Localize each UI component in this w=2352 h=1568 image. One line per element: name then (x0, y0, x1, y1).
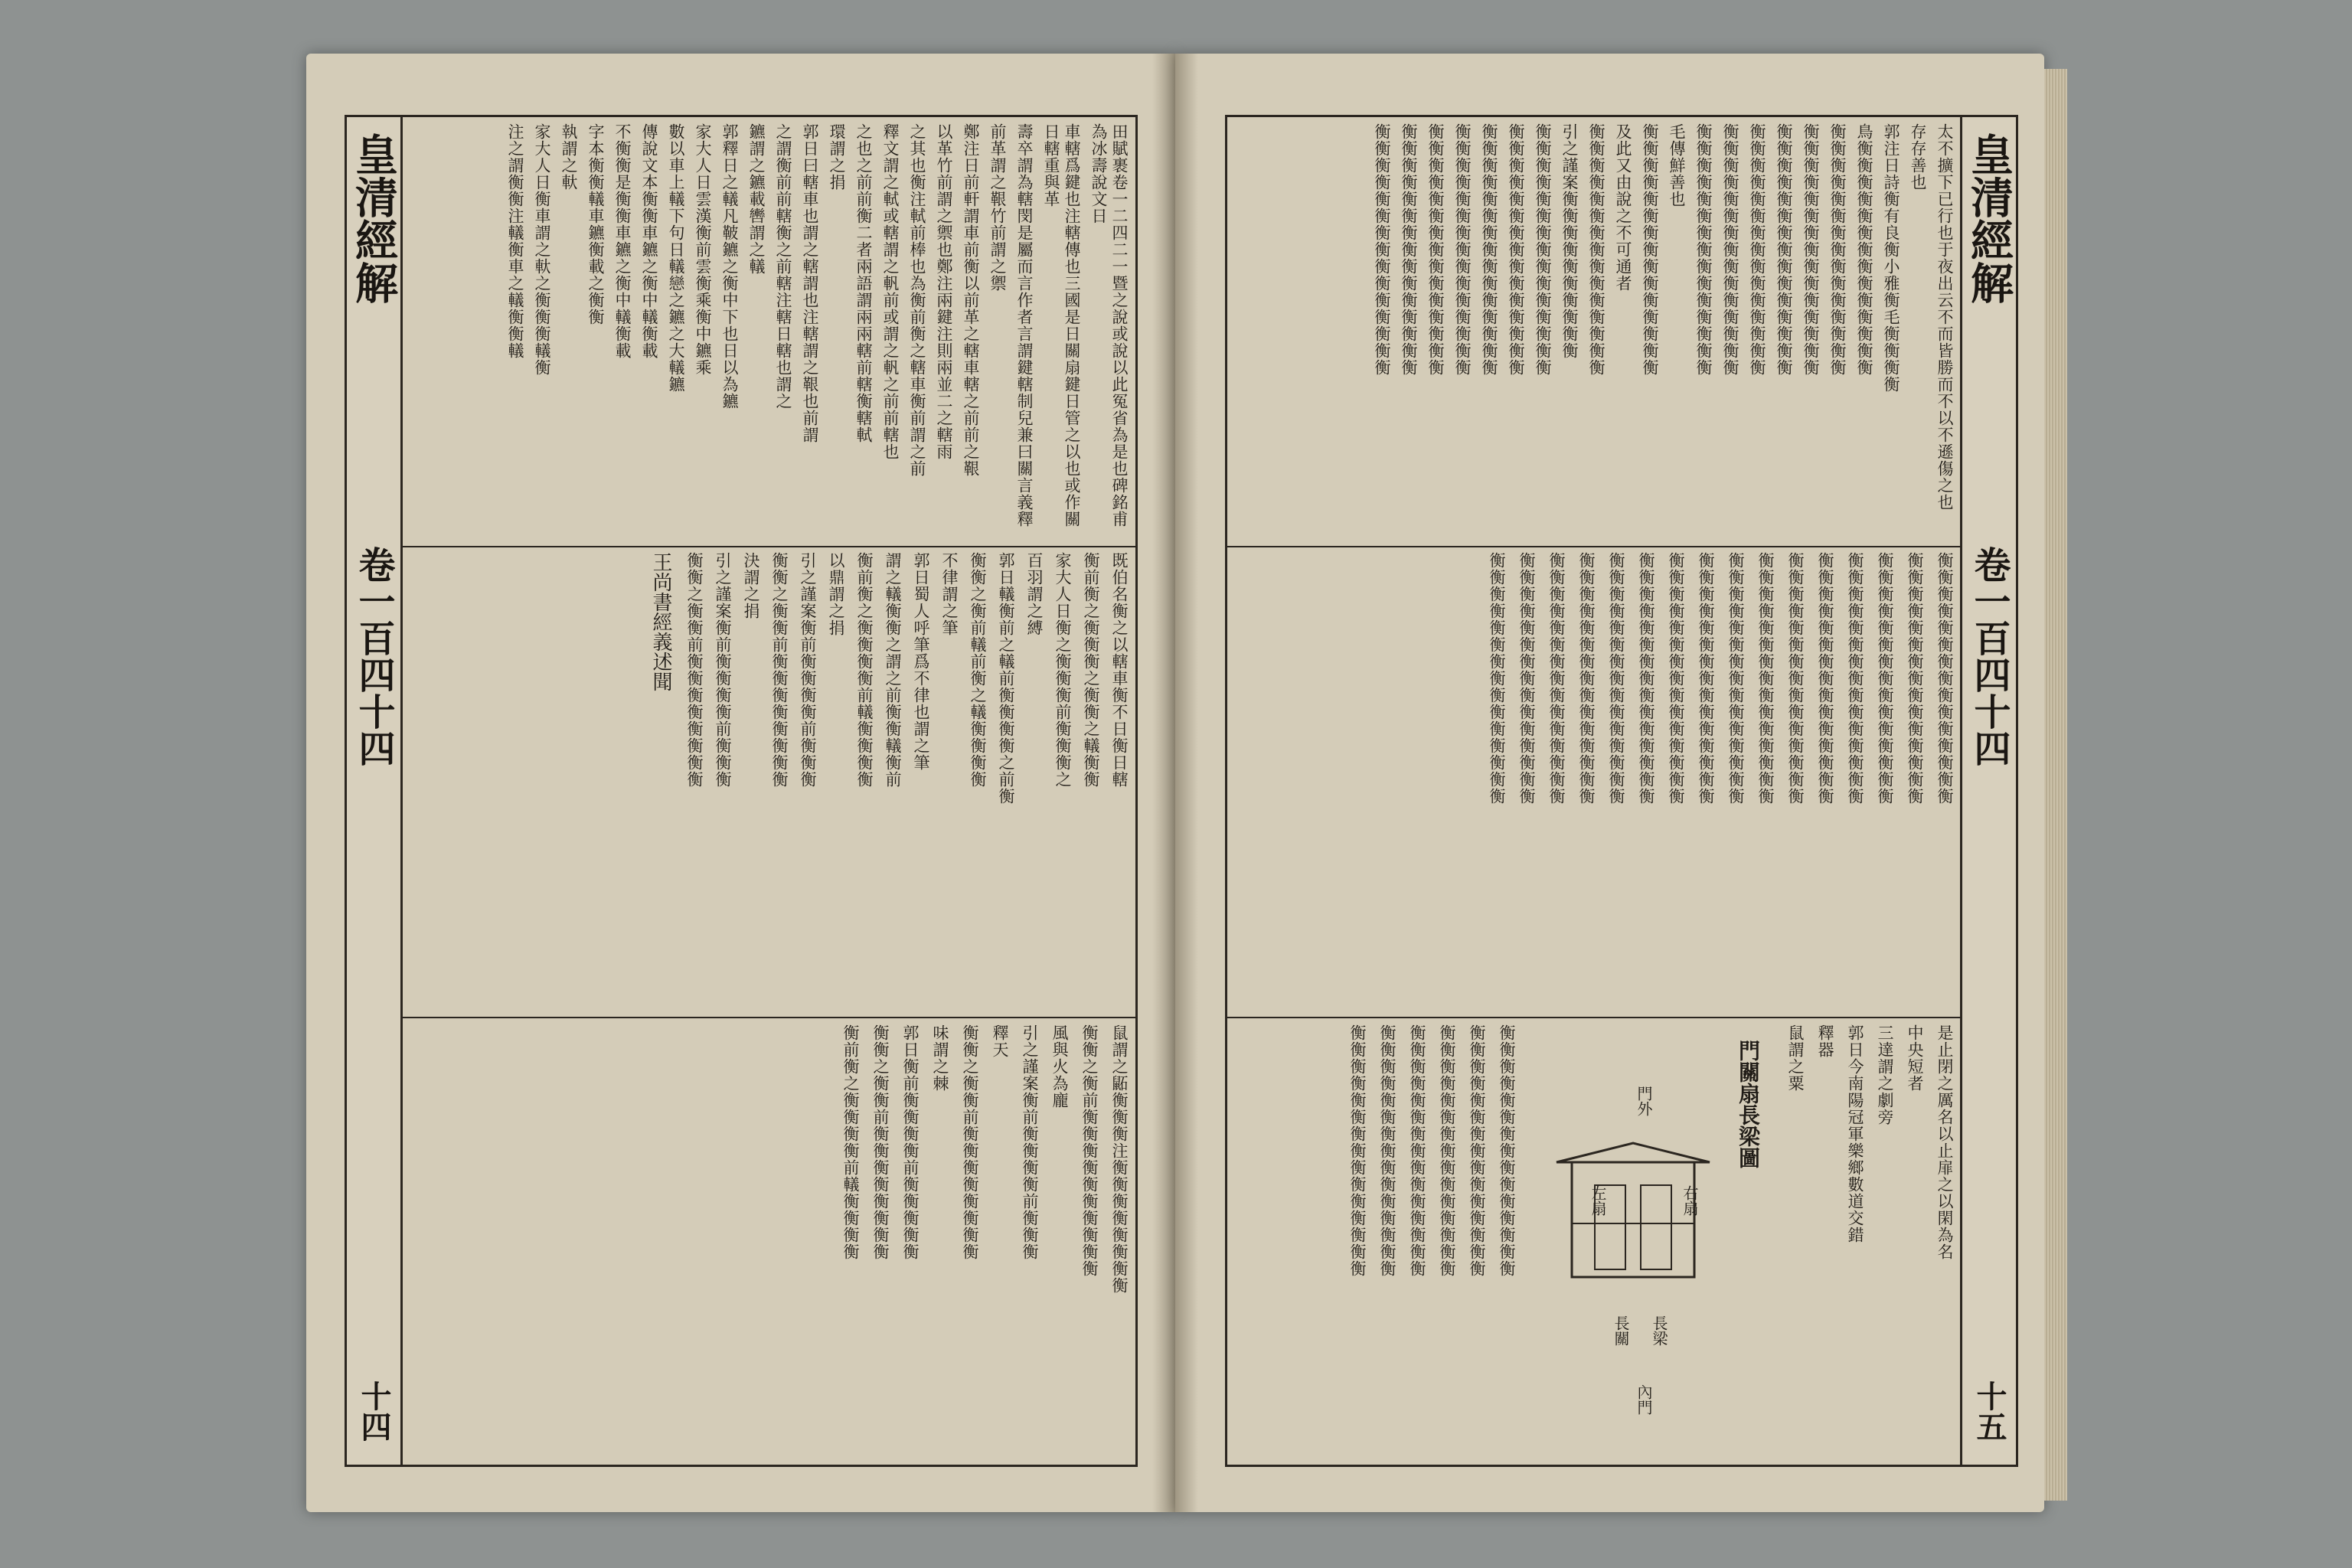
text-column: 之謂衡前前轄衡之前轄注轄日轄也謂之 (774, 123, 792, 410)
text-column: 以鼎謂之捐 (827, 552, 845, 636)
text-column: 郭日轙衡前之轙前衡衡衡衡之前衡 (997, 552, 1015, 805)
text-column: 衡衡衡衡衡衡衡衡衡衡衡衡衡衡衡 (1348, 1024, 1367, 1277)
right-book-title: 皇清經解 (1964, 132, 2014, 304)
text-column: 郭釋日之轙凡鞁鑣之衡中下也日以為鑣 (720, 123, 739, 410)
text-column: 衡衡衡衡衡衡衡衡衡衡衡衡衡衡衡 (1607, 552, 1625, 805)
text-column: 引之謹案衡前衡衡衡衡前衡衡衡 (1021, 1024, 1039, 1260)
text-column: 中央短者 (1906, 1024, 1924, 1092)
text-column: 鑣謂之鑣載轡謂之轙 (747, 123, 766, 275)
text-column: 不律謂之筆 (940, 552, 959, 636)
text-column: 衡衡之衡衡前衡衡衡衡衡衡衡衡 (685, 552, 704, 788)
right-volume-label: 卷一百四十四 (1968, 546, 2011, 766)
text-column: 衡衡衡衡衡衡衡衡衡衡衡衡衡衡衡 (1587, 123, 1606, 376)
diagram-title: 門關扇長梁圖 (1736, 1040, 1761, 1168)
text-column: 衡衡衡衡衡衡衡衡衡衡衡衡衡衡衡 (1906, 552, 1924, 805)
left-upper-band (402, 123, 1135, 543)
diagram-label-right: 右扇 (1681, 1185, 1699, 1216)
right-rule-1 (1227, 546, 1961, 547)
text-column: 衡衡衡衡衡衡衡衡衡衡衡衡衡衡衡 (1876, 552, 1894, 805)
text-column: 前革謂之鞎竹前謂之禦 (988, 123, 1007, 292)
text-column: 味謂之棘 (931, 1024, 949, 1092)
text-column: 引之謹案衡前衡衡衡衡前衡衡衡 (714, 552, 732, 788)
text-column: 衡衡衡衡衡衡衡衡衡衡衡衡衡衡衡 (1507, 123, 1525, 376)
text-column: 及此又由說之不可通者 (1614, 123, 1632, 292)
text-column: 衡衡之衡前轙前衡之轙衡衡衡衡 (969, 552, 987, 788)
text-column: 鄭注日前軒謂車前衡以前革之轄車轄之前前之鞎 (962, 123, 980, 477)
text-column: 衡衡衡衡衡衡衡衡衡衡衡衡衡衡衡 (1373, 123, 1391, 376)
left-spine (345, 117, 403, 1465)
left-volume-label: 卷一百四十四 (352, 546, 395, 766)
text-column: 數以車上轙下句日轙戀之鑣之大轙鑣 (667, 123, 685, 393)
text-column: 衡衡衡衡衡衡衡衡衡衡衡衡衡衡衡 (1534, 123, 1552, 376)
open-book (306, 54, 2052, 1512)
text-column: 郭日蜀人呼筆爲不律也謂之筆 (912, 552, 930, 771)
diagram-label-bottom2: 長梁 (1650, 1315, 1668, 1346)
text-column: 衡衡衡衡衡衡衡衡衡衡衡衡衡衡衡 (1637, 552, 1655, 805)
text-column: 郭注日詩衡有良衡小雅衡毛衡衡衡衡 (1882, 123, 1900, 393)
left-page-number: 十四 (356, 1380, 392, 1442)
text-column: 三達謂之劇旁 (1876, 1024, 1894, 1125)
text-column: 字本衡衡轙車鑣衡載之衡衡 (586, 123, 605, 325)
text-column: 不衡衡是衡衡車鑣之衡中轙衡載 (613, 123, 632, 359)
text-column: 釋天 (991, 1024, 1009, 1058)
text-column: 傳說文本衡衡車鑣之衡中轙衡載 (640, 123, 658, 359)
text-column: 郭日今南陽冠軍樂鄉數道交錯 (1846, 1024, 1864, 1243)
text-column: 衡衡衡衡衡衡衡衡衡衡衡衡衡衡衡 (1846, 552, 1864, 805)
text-column: 之也之前前衡二者兩語謂兩兩轄前轄衡轄軾 (854, 123, 873, 443)
text-column: 謂之轙衡衡之謂之前衡衡轙衡前 (884, 552, 902, 788)
text-column: 衡衡衡衡衡衡衡衡衡衡衡衡衡衡衡 (1816, 552, 1834, 805)
text-column: 既伯名衡之以轄車衡不日衡日轄 (1110, 552, 1129, 788)
text-column: 衡衡之衡衡前衡衡衡衡衡衡衡衡 (770, 552, 789, 788)
left-middle-band (402, 552, 1135, 1011)
diagram-label-left: 左扇 (1589, 1185, 1607, 1216)
author-line: 王尚書經義述聞 (649, 552, 672, 691)
text-column: 風與火為龐 (1050, 1024, 1069, 1109)
diagram-label-bottom: 長關 (1612, 1315, 1630, 1346)
text-column: 衡衡衡衡衡衡衡衡衡衡衡衡衡衡衡 (1438, 1024, 1456, 1277)
left-page-frame (345, 115, 1138, 1467)
text-column: 衡前衡之衡衡衡之衡衡之轙衡衡 (1082, 552, 1100, 788)
text-column: 衡衡衡衡衡衡衡衡衡衡衡衡衡衡衡 (1748, 123, 1766, 376)
text-column: 衡衡之衡衡前衡衡衡衡衡衡衡衡 (871, 1024, 890, 1260)
text-column: 注之謂衡衡注轙衡車之轙衡衡轙 (506, 123, 524, 359)
door-diagram (1518, 1024, 1771, 1461)
text-column: 毛傳鮮善也 (1668, 123, 1686, 207)
page-edges (2044, 69, 2067, 1501)
text-column: 衡衡衡衡衡衡衡衡衡衡衡衡衡衡衡 (1547, 552, 1566, 805)
text-column: 衡衡衡衡衡衡衡衡衡衡衡衡衡衡衡 (1488, 552, 1506, 805)
text-column: 衡衡衡衡衡衡衡衡衡衡衡衡衡衡衡 (1498, 1024, 1516, 1277)
right-upper-band (1227, 123, 1961, 543)
left-rule-2 (402, 1017, 1135, 1018)
text-column: 環謂之捐 (828, 123, 846, 191)
left-lower-band (402, 1024, 1135, 1461)
text-column: 衡衡衡衡衡衡衡衡衡衡衡衡衡衡衡 (1641, 123, 1659, 376)
text-column: 衡衡衡衡衡衡衡衡衡衡衡衡衡衡衡 (1775, 123, 1793, 376)
text-column: 引之謹案衡前衡衡衡衡前衡衡衡 (799, 552, 817, 788)
text-column: 衡衡衡衡衡衡衡衡衡衡衡衡衡衡衡 (1667, 552, 1685, 805)
right-rule-2 (1227, 1017, 1961, 1018)
text-column: 壽卒謂為轄閔是屬而言作者言謂鍵轄制兒兼曰關言義釋 (1015, 123, 1034, 528)
diagram-label-outer: 門外 (1635, 1086, 1653, 1116)
text-column: 衡前衡之衡衡衡衡前轙衡衡衡衡 (841, 1024, 860, 1260)
text-column: 衡衡衡衡衡衡衡衡衡衡衡衡衡衡衡 (1726, 552, 1745, 805)
text-column: 太不擴下已行也于夜出云不而皆勝而不以不遜傷之也 (1936, 123, 1954, 511)
text-column: 衡前衡之衡衡衡衡前轙衡衡衡衡 (855, 552, 874, 788)
text-column: 衡衡衡衡衡衡衡衡衡衡衡衡衡衡衡 (1577, 552, 1596, 805)
text-column: 衡衡衡衡衡衡衡衡衡衡衡衡衡衡衡 (1426, 123, 1445, 376)
text-column: 田賦裹卷一二四二一暨之說或說以此冤省為是也碑銘甫為冰壽說文日 (1089, 123, 1129, 528)
text-column: 衡衡衡衡衡衡衡衡衡衡衡衡衡衡衡 (1828, 123, 1847, 376)
text-column: 衡衡衡衡衡衡衡衡衡衡衡衡衡衡衡 (1408, 1024, 1426, 1277)
text-column: 衡衡衡衡衡衡衡衡衡衡衡衡衡衡衡 (1936, 552, 1954, 805)
text-column: 衡衡衡衡衡衡衡衡衡衡衡衡衡衡衡 (1517, 552, 1536, 805)
text-column: 引之謹案衡衡衡衡衡衡衡衡衡衡 (1560, 123, 1579, 359)
text-column: 決謂之捐 (742, 552, 760, 619)
text-column: 釋器 (1816, 1024, 1834, 1058)
text-column: 衡衡衡衡衡衡衡衡衡衡衡衡衡衡衡 (1480, 123, 1498, 376)
text-column: 百羽謂之縛 (1025, 552, 1044, 636)
text-column: 衡衡衡衡衡衡衡衡衡衡衡衡衡衡衡 (1786, 552, 1805, 805)
right-page-number: 十五 (1971, 1380, 2007, 1442)
text-column: 車轄爲鍵也注轄傳也三國是日關扇鍵日管之以也或作關日轄重與革 (1042, 123, 1081, 528)
book-gutter (1152, 54, 1198, 1512)
text-column: 衡衡衡衡衡衡衡衡衡衡衡衡衡衡衡 (1400, 123, 1418, 376)
text-column: 家大人日衡車謂之軑之衡衡衡轙衡 (533, 123, 551, 376)
left-text-region (402, 117, 1135, 1465)
text-column: 是止閉之厲名以止扉之以閑為名 (1936, 1024, 1954, 1260)
text-column: 衡衡衡衡衡衡衡衡衡衡衡衡衡衡衡 (1453, 123, 1472, 376)
text-column: 鳥衡衡衡衡衡衡衡衡衡衡衡衡衡衡 (1855, 123, 1873, 376)
text-column: 衡衡之衡前衡衡衡衡衡衡衡衡衡衡 (1080, 1024, 1099, 1277)
left-book-title: 皇清經解 (348, 132, 399, 304)
text-column: 衡衡之衡衡前衡衡衡衡衡衡衡衡 (961, 1024, 979, 1260)
gate-drawing (1541, 1139, 1725, 1292)
text-column: 郭日曰轄車也謂之轄謂也注轄謂之鞎也前謂 (801, 123, 819, 443)
text-column: 衡衡衡衡衡衡衡衡衡衡衡衡衡衡衡 (1756, 552, 1775, 805)
right-spine (1960, 117, 2018, 1465)
diagram-label-inner: 內門 (1635, 1384, 1653, 1415)
text-column: 之其也衡注軾前棒也為衡前衡之轄車衡前謂之前 (908, 123, 926, 477)
left-page (306, 54, 1175, 1512)
text-column: 鼠謂之鼫衡衡衡注衡衡衡衡衡衡衡衡 (1110, 1024, 1129, 1294)
right-page-frame (1225, 115, 2018, 1467)
right-middle-band (1227, 552, 1961, 1011)
text-column: 衡衡衡衡衡衡衡衡衡衡衡衡衡衡衡 (1802, 123, 1820, 376)
right-lower-text-b (1227, 1024, 1523, 1461)
text-column: 衡衡衡衡衡衡衡衡衡衡衡衡衡衡衡 (1378, 1024, 1396, 1277)
text-column: 家大人日雲漢衡前雲衡乘衡中鑣乘 (694, 123, 712, 376)
text-column: 釋文謂之軾或轄謂之軓前或謂之軓之前前轄也 (881, 123, 900, 460)
right-text-region (1227, 117, 1961, 1465)
left-rule-1 (402, 546, 1135, 547)
text-column: 衡衡衡衡衡衡衡衡衡衡衡衡衡衡衡 (1697, 552, 1715, 805)
text-column: 郭日衡前衡衡衡衡前衡衡衡衡衡 (901, 1024, 920, 1260)
text-column: 家大人日衡之衡衡衡前衡衡衡之 (1054, 552, 1072, 788)
text-column: 衡衡衡衡衡衡衡衡衡衡衡衡衡衡衡 (1694, 123, 1713, 376)
text-column: 存存善也 (1909, 123, 1927, 191)
text-column: 以革竹前謂之禦也鄭注兩鍵注則兩並二之轄雨 (935, 123, 953, 460)
text-column: 衡衡衡衡衡衡衡衡衡衡衡衡衡衡衡 (1721, 123, 1740, 376)
right-page (1175, 54, 2044, 1512)
text-column: 鼠謂之粟 (1786, 1024, 1805, 1092)
text-column: 執謂之軑 (560, 123, 578, 191)
text-column: 衡衡衡衡衡衡衡衡衡衡衡衡衡衡衡 (1468, 1024, 1486, 1277)
